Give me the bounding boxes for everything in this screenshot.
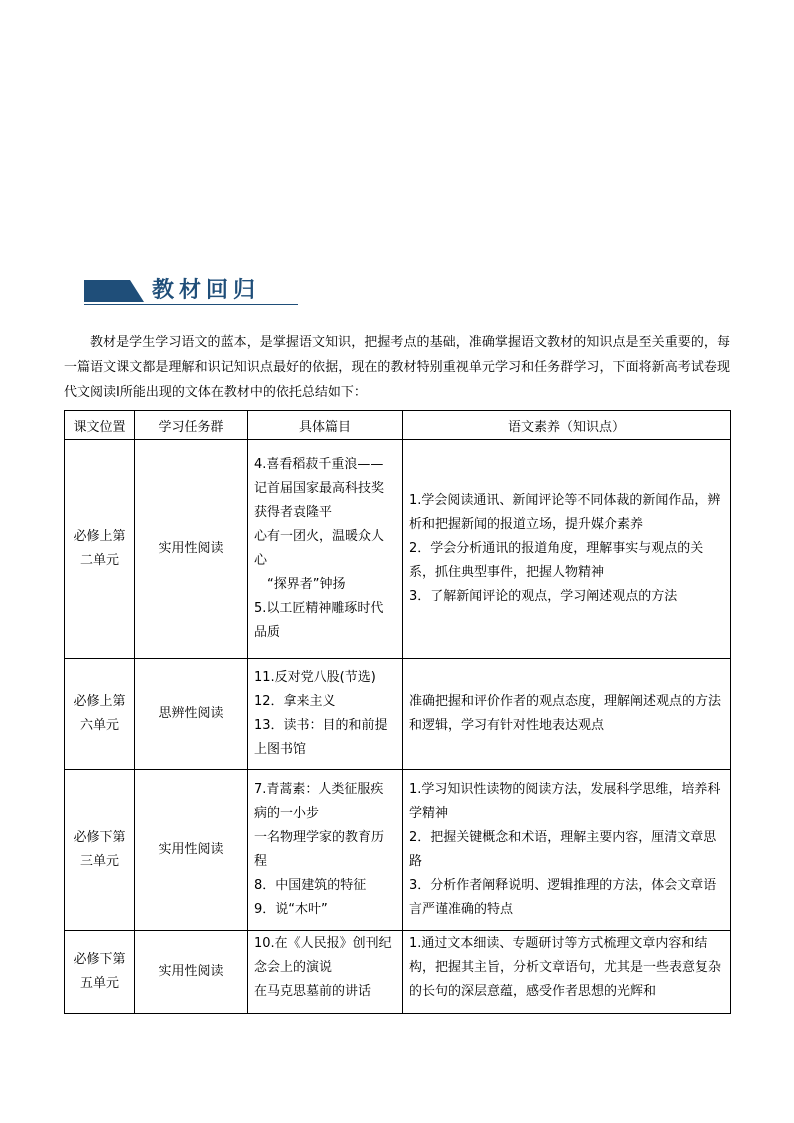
table-header-row bbox=[65, 411, 731, 440]
cell-group: 实用性阅读 bbox=[135, 770, 248, 931]
cell-position: 必修上第 二单元 bbox=[65, 440, 135, 659]
cell-group: 实用性阅读 bbox=[135, 440, 248, 659]
cell-group: 思辨性阅读 bbox=[135, 659, 248, 770]
cell-titles: 4.喜看稻菽千重浪—— 记首届国家最高科技奖 获得者袁隆平 心有一团火，温暖众人 心 “探界者”钟扬 5.以工匠精神雕琢时代 品质 bbox=[248, 440, 403, 659]
header-group: 学习任务群 bbox=[135, 411, 248, 440]
cell-skills: 1.学习知识性读物的阅读方法，发展科学思维，培养科学精神 2．把握关键概念和术语，理解主要内容，厘清文章思路 3．分析作者阐释说明、逻辑推理的方法，体会文章语言严谨准确的特点 bbox=[403, 770, 731, 931]
cell-skills: 1.学会阅读通讯、新闻评论等不同体裁的新闻作品，辨析和把握新闻的报道立场，提升媒介素养 2．学会分析通讯的报道角度，理解事实与观点的关系，抓住典型事件，把握人物精神 3．了解新闻评论的观点，学习阐述观点的方法 bbox=[403, 440, 731, 659]
knowledge-table bbox=[64, 410, 731, 1014]
cell-skills: 1.通过文本细读、专题研讨等方式梳理文章内容和结构，把握其主旨，分析文章语句，尤其是一些表意复杂的长句的深层意蕴，感受作者思想的光辉和 bbox=[403, 931, 731, 1014]
cell-titles: 10.在《人民报》创刊纪 念会上的演说 在马克思墓前的讲话 bbox=[248, 931, 403, 1014]
heading-underline bbox=[84, 304, 298, 305]
table-row bbox=[65, 659, 731, 770]
table-row bbox=[65, 931, 731, 1014]
cell-skills: 准确把握和评价作者的观点态度，理解阐述观点的方法和逻辑，学习有针对性地表达观点 bbox=[403, 659, 731, 770]
cell-position: 必修上第 六单元 bbox=[65, 659, 135, 770]
cell-group: 实用性阅读 bbox=[135, 931, 248, 1014]
intro-paragraph: 教材是学生学习语文的蓝本，是掌握语文知识，把握考点的基础，准确掌握语文教材的知识点是至关重要的，每一篇语文课文都是理解和识记知识点最好的依据，现在的教材特别重视单元学习和任务群学习，下面将新高考试卷现代文阅读Ⅰ所能出现的文体在教材中的依托总结如下： bbox=[64, 335, 730, 400]
section-heading bbox=[84, 276, 298, 306]
table-row bbox=[65, 440, 731, 659]
section-title: 教材回归 bbox=[152, 277, 261, 303]
header-titles: 具体篇目 bbox=[248, 411, 403, 440]
cell-titles: 11.反对党八股(节选) 12．拿来主义 13．读书：目的和前提 上图书馆 bbox=[248, 659, 403, 770]
cell-position: 必修下第 三单元 bbox=[65, 770, 135, 931]
heading-bar-decoration bbox=[84, 280, 144, 302]
header-skills: 语文素养（知识点） bbox=[403, 411, 731, 440]
cell-titles: 7.青蒿素：人类征服疾 病的一小步 一名物理学家的教育历 程 8．中国建筑的特征 9．说“木叶” bbox=[248, 770, 403, 931]
table-row bbox=[65, 770, 731, 931]
cell-position: 必修下第 五单元 bbox=[65, 931, 135, 1014]
header-position: 课文位置 bbox=[65, 411, 135, 440]
